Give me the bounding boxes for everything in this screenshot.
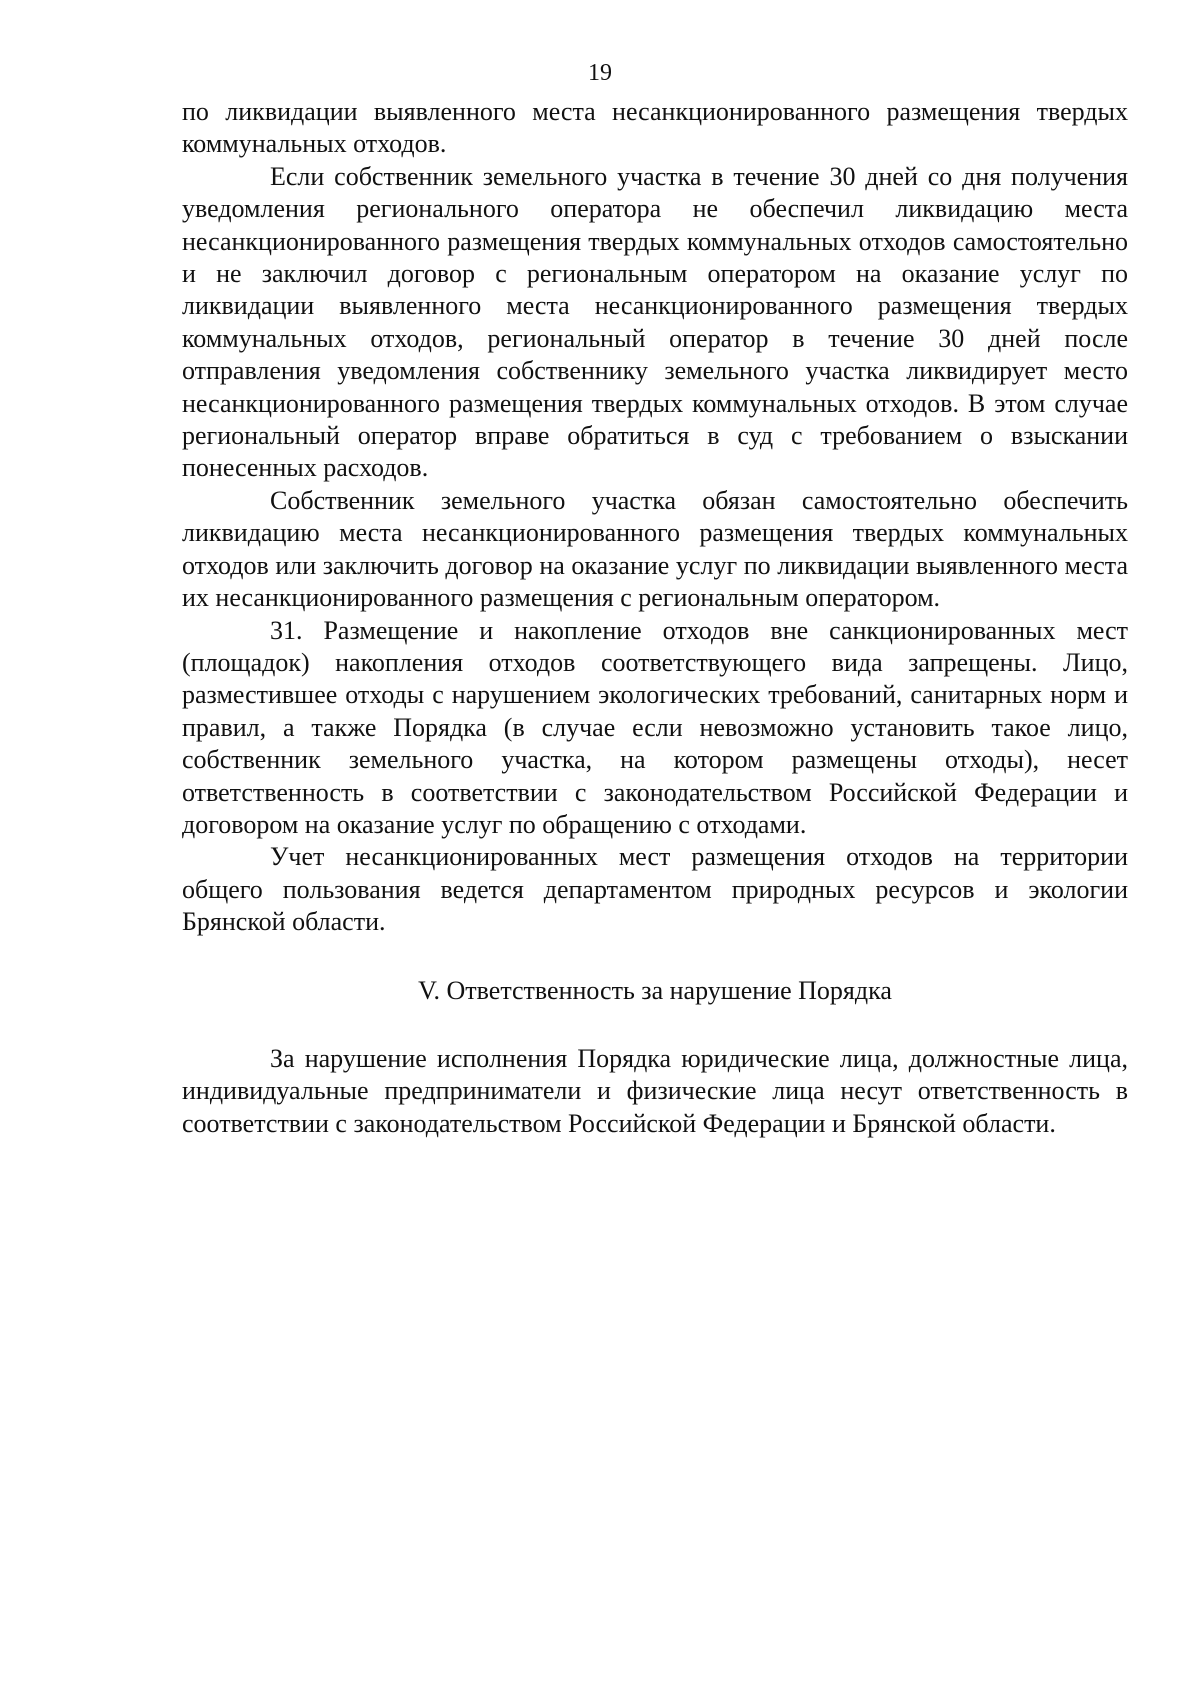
section-heading: V. Ответственность за нарушение Порядка: [418, 975, 892, 1005]
paragraph-clause-31: 31. Размещение и накопление отходов вне санкционированных мест (площадок) накопления отходов соответствующего вида запрещены. Лицо, разместившее отходы с нарушением экологических требований, санитарных норм и правил, а также Порядка (в случае если невозможно установить такое лицо, собственник земельного участка, на котором размещены отходы), несет ответственность в соответствии с законодательством Российской Федерации и договором на оказание услуг по обращению с отходами.: [182, 615, 1128, 839]
paragraph-owner-failure: Если собственник земельного участка в течение 30 дней со дня получения уведомления регионального оператора не обеспечил ликвидацию места несанкционированного размещения твердых коммунальных отходов самостоятельно и не заключил договор с региональным оператором на оказание услуг по ликвидации выявленного места несанкционированного размещения твердых коммунальных отходов, региональный оператор в течение 30 дней после отправления уведомления собственнику земельного участка ликвидирует место несанкционированного размещения твердых коммунальных отходов. В этом случае региональный оператор вправе обратиться в суд с требованием о взыскании понесенных расходов.: [182, 161, 1128, 483]
paragraph-accounting: Учет несанкционированных мест размещения отходов на территории общего пользования ведется департаментом природных ресурсов и экологии Брянской области.: [182, 842, 1128, 937]
document-body: [182, 96, 1128, 1140]
paragraph-continuation: по ликвидации выявленного места несанкционированного размещения твердых коммунальных отходов.: [182, 97, 1128, 159]
paragraph-liability: За нарушение исполнения Порядка юридические лица, должностные лица, индивидуальные предприниматели и физические лица несут ответственность в соответствии с законодательством Российской Федерации и Брянской области.: [182, 1043, 1128, 1138]
paragraph-owner-obligation: Собственник земельного участка обязан самостоятельно обеспечить ликвидацию места несанкционированного размещения твердых коммунальных отходов или заключить договор на оказание услуг по ликвидации выявленного места их несанкционированного размещения с региональным оператором.: [182, 485, 1128, 613]
page-number: 19: [588, 60, 612, 86]
